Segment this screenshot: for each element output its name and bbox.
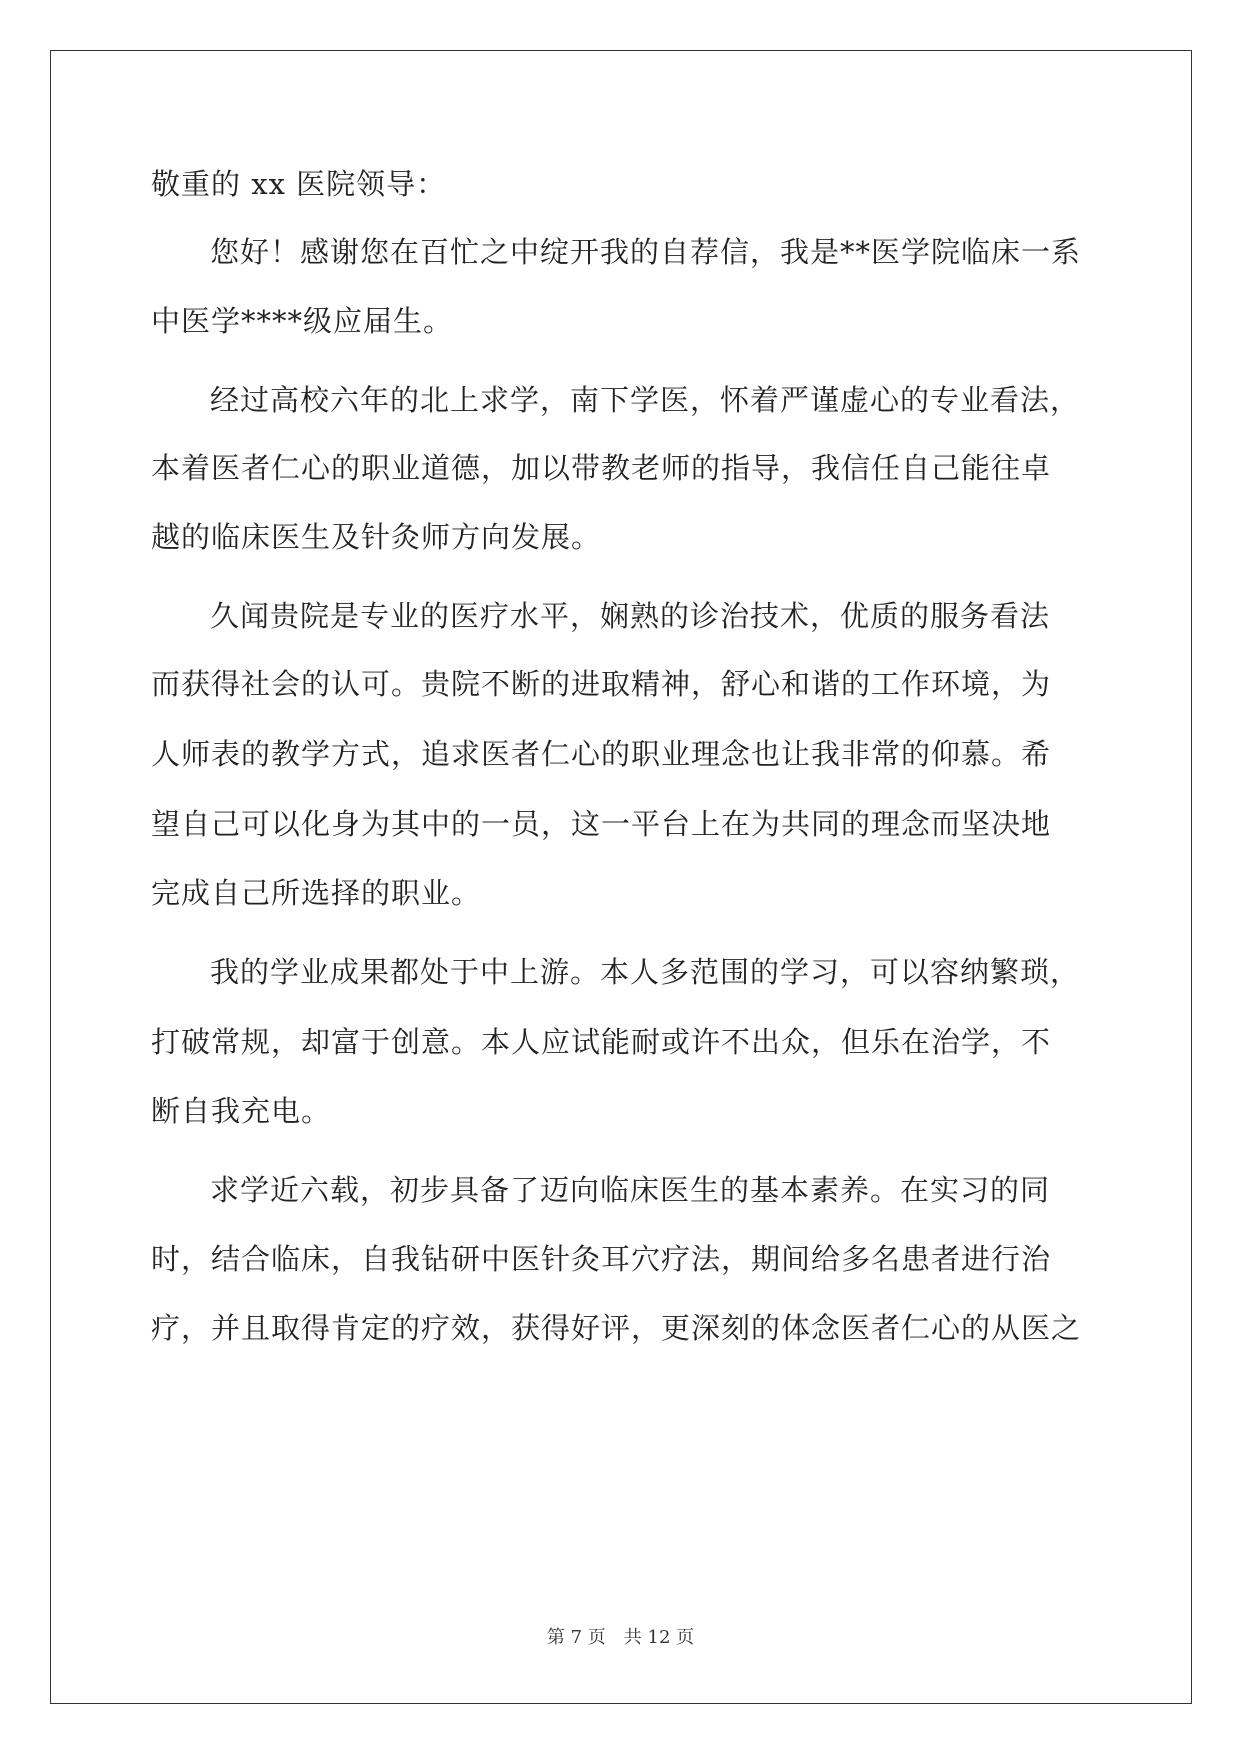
text-line: 久闻贵院是专业的医疗水平，娴熟的诊治技术，优质的服务看法 bbox=[210, 599, 1051, 633]
text-line: 断自我充电。 bbox=[151, 1094, 332, 1128]
text-line: 疗，并且取得肯定的疗效，获得好评，更深刻的体念医者仁心的从医之 bbox=[151, 1311, 1082, 1345]
text-line: 人师表的教学方式，追求医者仁心的职业理念也让我非常的仰慕。希 bbox=[151, 737, 1052, 771]
text-line: 本着医者仁心的职业道德，加以带教老师的指导，我信任自己能往卓 bbox=[151, 451, 1052, 485]
text-line: 越的临床医生及针灸师方向发展。 bbox=[151, 520, 602, 554]
text-line: 中医学****级应届生。 bbox=[151, 304, 454, 338]
text-line: 完成自己所选择的职业。 bbox=[151, 876, 482, 910]
text-line: 您好！感谢您在百忙之中绽开我的自荐信，我是**医学院临床一系 bbox=[210, 235, 1082, 269]
text-line: 时，结合临床，自我钻研中医针灸耳穴疗法，期间给多名患者进行治 bbox=[151, 1242, 1052, 1276]
text-line: 经过高校六年的北上求学，南下学医，怀着严谨虚心的专业看法， bbox=[210, 383, 1081, 417]
salutation-line: 敬重的 xx 医院领导： bbox=[151, 167, 447, 201]
text-line: 打破常规，却富于创意。本人应试能耐或许不出众，但乐在治学，不 bbox=[151, 1025, 1052, 1059]
text-line: 我的学业成果都处于中上游。本人多范围的学习，可以容纳繁琐， bbox=[210, 955, 1081, 989]
text-line: 望自己可以化身为其中的一员，这一平台上在为共同的理念而坚决地 bbox=[151, 807, 1052, 841]
text-line: 求学近六载，初步具备了迈向临床医生的基本素养。在实习的同 bbox=[210, 1173, 1051, 1207]
page-number: 第 7 页 共 12 页 bbox=[546, 1627, 695, 1648]
text-line: 而获得社会的认可。贵院不断的进取精神，舒心和谐的工作环境，为 bbox=[151, 667, 1052, 701]
